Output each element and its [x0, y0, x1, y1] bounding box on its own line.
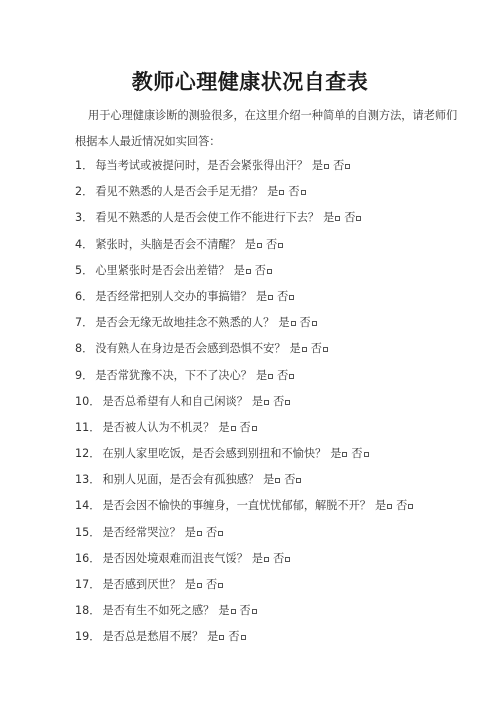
question-item [75, 258, 475, 284]
yes-option[interactable] [185, 578, 202, 591]
yes-label: 是 [207, 630, 219, 644]
yes-option[interactable] [234, 264, 251, 277]
yes-option[interactable] [218, 421, 235, 434]
no-option[interactable] [240, 421, 257, 434]
no-label: 否 [299, 316, 311, 330]
question-text: 是否总是愁眉不展？ [102, 630, 204, 644]
no-option[interactable] [228, 630, 245, 643]
question-item [75, 493, 475, 519]
yes-label: 是 [374, 499, 387, 513]
yes-option[interactable] [256, 290, 273, 303]
no-checkbox[interactable] [218, 531, 223, 536]
no-checkbox[interactable] [323, 347, 328, 352]
yes-label: 是 [251, 551, 264, 565]
no-label: 否 [277, 368, 289, 382]
question-item [75, 520, 475, 546]
yes-checkbox[interactable] [387, 504, 392, 509]
question-list [75, 153, 475, 651]
yes-option[interactable] [252, 552, 269, 565]
question-text: 是否会因不愉快的事缠身，一直忧忧郁郁，解脱不开？ [102, 499, 371, 513]
question-number: 7． [75, 316, 94, 330]
yes-label: 是 [233, 263, 245, 277]
question-item [75, 546, 475, 572]
question-number: 19． [75, 630, 101, 644]
no-label: 否 [351, 447, 363, 461]
no-label: 否 [273, 394, 285, 408]
no-checkbox[interactable] [285, 400, 290, 405]
question-item [75, 415, 475, 441]
no-option[interactable] [351, 447, 368, 460]
no-checkbox[interactable] [241, 635, 246, 640]
question-item [75, 624, 475, 650]
no-checkbox[interactable] [252, 426, 257, 431]
question-item [75, 363, 475, 389]
no-checkbox[interactable] [285, 557, 290, 562]
question-text: 是否经常哭泣？ [102, 525, 181, 539]
no-option[interactable] [266, 238, 283, 251]
no-checkbox[interactable] [267, 269, 272, 274]
question-text: 是否有生不如死之感？ [102, 604, 215, 618]
yes-label: 是 [278, 316, 290, 330]
yes-option[interactable] [278, 316, 295, 329]
no-checkbox[interactable] [218, 583, 223, 588]
yes-label: 是 [255, 368, 268, 382]
yes-option[interactable] [267, 185, 284, 198]
question-item [75, 572, 475, 598]
no-option[interactable] [240, 604, 257, 617]
no-label: 否 [205, 578, 218, 591]
no-label: 否 [333, 159, 345, 172]
question-text: 是否会无缘无故地挂念不熟悉的人？ [95, 316, 275, 330]
no-checkbox[interactable] [364, 452, 369, 457]
no-label: 否 [344, 211, 356, 225]
question-item [75, 598, 475, 624]
no-label: 否 [288, 185, 300, 199]
question-text: 在别人家里吃饭，是否会感到别扭和不愉快？ [102, 447, 327, 461]
question-text: 心里紧张时是否会出差错？ [95, 263, 230, 277]
no-checkbox[interactable] [312, 321, 317, 326]
question-number: 5． [75, 263, 94, 277]
no-label: 否 [396, 499, 408, 513]
yes-checkbox[interactable] [268, 374, 273, 379]
yes-checkbox[interactable] [291, 321, 296, 326]
document-title: 教师心理健康状况自查表 [131, 70, 369, 94]
no-option[interactable] [344, 211, 361, 224]
question-text: 和别人见面，是否会有孤独感？ [102, 473, 260, 487]
question-text: 看见不熟悉的人是否会手足无措？ [95, 185, 264, 199]
no-checkbox[interactable] [278, 243, 283, 248]
yes-label: 是 [218, 604, 230, 618]
question-item [75, 441, 475, 467]
question-item [75, 467, 475, 493]
no-label: 否 [239, 604, 251, 618]
question-number: 11． [75, 420, 101, 434]
yes-checkbox[interactable] [231, 609, 236, 614]
question-number: 1． [75, 159, 94, 172]
no-checkbox[interactable] [345, 164, 350, 169]
question-number: 13． [75, 473, 101, 487]
yes-checkbox[interactable] [324, 164, 329, 169]
no-label: 否 [228, 630, 240, 644]
no-checkbox[interactable] [356, 216, 361, 221]
intro-line-1: 用于心理健康诊断的测验很多，在这里介绍一种简单的自测方法，请老师们 [88, 109, 458, 122]
no-option[interactable] [311, 342, 328, 355]
no-label: 否 [205, 525, 218, 539]
no-label: 否 [277, 289, 289, 303]
question-text: 紧张时，头脑是否会不清醒？ [95, 237, 241, 251]
question-number: 16． [75, 551, 101, 565]
yes-label: 是 [323, 211, 335, 225]
yes-option[interactable] [290, 342, 307, 355]
no-option[interactable] [396, 499, 413, 512]
no-option[interactable] [284, 473, 301, 486]
question-item [75, 205, 475, 231]
question-number: 8． [75, 342, 94, 356]
question-number: 10． [75, 394, 101, 408]
yes-label: 是 [184, 578, 196, 591]
yes-label: 是 [289, 342, 301, 356]
no-option[interactable] [206, 526, 223, 539]
no-checkbox[interactable] [301, 190, 306, 195]
yes-label: 是 [311, 159, 324, 172]
yes-label: 是 [218, 420, 230, 434]
no-checkbox[interactable] [289, 295, 294, 300]
yes-checkbox[interactable] [231, 426, 236, 431]
question-number: 6． [75, 289, 94, 303]
yes-checkbox[interactable] [219, 635, 224, 640]
no-checkbox[interactable] [252, 609, 257, 614]
yes-checkbox[interactable] [342, 452, 347, 457]
no-option[interactable] [273, 395, 290, 408]
no-option[interactable] [273, 552, 290, 565]
yes-label: 是 [184, 525, 196, 539]
question-text: 是否因处境艰难而沮丧气馁？ [102, 551, 248, 565]
question-text: 是否感到厌世？ [102, 578, 181, 591]
no-option[interactable] [206, 578, 223, 591]
yes-checkbox[interactable] [268, 295, 273, 300]
no-label: 否 [239, 420, 251, 434]
question-text: 是否常犹豫不决，下不了决心？ [95, 368, 252, 382]
question-item [75, 310, 475, 336]
question-text: 没有熟人在身边是否会感到恐惧不安？ [95, 342, 286, 356]
question-item [75, 232, 475, 258]
yes-option[interactable] [330, 447, 347, 460]
yes-option[interactable] [207, 630, 224, 643]
question-text: 看见不熟悉的人是否会使工作不能进行下去？ [95, 211, 320, 225]
no-option[interactable] [277, 290, 294, 303]
question-text: 是否总希望有人和自己闲谈？ [102, 394, 248, 408]
question-item [75, 153, 475, 179]
yes-checkbox[interactable] [275, 478, 280, 483]
yes-checkbox[interactable] [279, 190, 284, 195]
intro-line-2: 根据本人最近情况如实回答： [75, 135, 221, 148]
no-label: 否 [265, 237, 278, 251]
yes-checkbox[interactable] [257, 243, 262, 248]
question-text: 是否被人认为不机灵？ [102, 420, 215, 434]
no-label: 否 [310, 342, 322, 356]
question-number: 15． [75, 525, 101, 539]
question-number: 4． [75, 237, 94, 251]
no-label: 否 [273, 551, 285, 565]
yes-label: 是 [251, 394, 264, 408]
yes-option[interactable] [323, 211, 340, 224]
question-text: 每当考试或被提问时，是否会紧张得出汗？ [95, 159, 308, 172]
question-number: 17． [75, 578, 101, 591]
question-item [75, 389, 475, 415]
yes-option[interactable] [312, 159, 329, 172]
yes-option[interactable] [218, 604, 235, 617]
question-number: 18． [75, 604, 101, 618]
no-label: 否 [284, 473, 296, 487]
no-option[interactable] [300, 316, 317, 329]
yes-checkbox[interactable] [335, 216, 340, 221]
question-number: 3． [75, 211, 94, 225]
question-number: 12． [75, 447, 101, 461]
yes-label: 是 [255, 289, 268, 303]
question-number: 2． [75, 185, 94, 199]
question-number: 9． [75, 368, 94, 382]
yes-option[interactable] [256, 369, 273, 382]
yes-label: 是 [330, 447, 342, 461]
yes-option[interactable] [245, 238, 262, 251]
question-item [75, 336, 475, 362]
yes-checkbox[interactable] [302, 347, 307, 352]
no-label: 否 [254, 263, 266, 277]
yes-checkbox[interactable] [246, 269, 251, 274]
no-checkbox[interactable] [408, 504, 413, 509]
yes-checkbox[interactable] [264, 557, 269, 562]
yes-label: 是 [267, 185, 279, 199]
question-item [75, 179, 475, 205]
no-checkbox[interactable] [289, 374, 294, 379]
yes-option[interactable] [252, 395, 269, 408]
yes-label: 是 [263, 473, 275, 487]
yes-option[interactable] [263, 473, 280, 486]
no-option[interactable] [277, 369, 294, 382]
yes-label: 是 [244, 237, 256, 251]
yes-option[interactable] [375, 499, 392, 512]
no-option[interactable] [333, 159, 350, 172]
yes-checkbox[interactable] [264, 400, 269, 405]
no-option[interactable] [255, 264, 272, 277]
yes-checkbox[interactable] [197, 531, 202, 536]
question-item [75, 284, 475, 310]
question-number: 14． [75, 499, 101, 513]
question-text: 是否经常把别人交办的事搞错？ [95, 289, 252, 303]
yes-option[interactable] [185, 526, 202, 539]
no-checkbox[interactable] [296, 478, 301, 483]
no-option[interactable] [288, 185, 305, 198]
yes-checkbox[interactable] [197, 583, 202, 588]
